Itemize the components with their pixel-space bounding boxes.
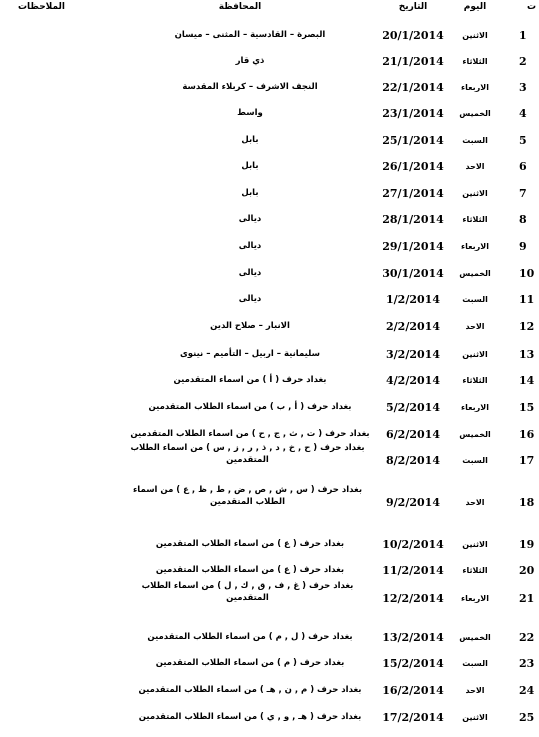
table-row xyxy=(0,535,539,555)
table-row xyxy=(0,131,539,151)
row-governorate: بغداد حرف ( ل , م ) من اسماء الطلاب المتقدمين xyxy=(147,632,353,642)
row-day: الاحد xyxy=(465,162,485,171)
table-row xyxy=(0,264,539,284)
row-governorate: النجف الاشرف – كربلاء المقدسة xyxy=(182,82,318,92)
row-date: 22/1/2014 xyxy=(382,81,444,94)
row-day: الاثنين xyxy=(462,540,488,549)
table-row xyxy=(0,681,539,701)
row-date: 27/1/2014 xyxy=(382,187,444,200)
row-day: السبت xyxy=(462,136,488,145)
table-row xyxy=(0,371,539,391)
table-row xyxy=(0,157,539,177)
row-date: 1/2/2014 xyxy=(386,293,440,306)
row-date: 26/1/2014 xyxy=(382,160,444,173)
table-row xyxy=(0,290,539,310)
row-date: 8/2/2014 xyxy=(386,454,440,467)
row-day: الثلاثاء xyxy=(462,57,488,66)
table-row xyxy=(0,398,539,418)
row-number: 19 xyxy=(519,538,535,551)
row-governorate: ديالى xyxy=(238,294,262,304)
row-governorate: سليمانية – اربيل – التأميم – نينوى xyxy=(180,349,320,359)
row-number: 11 xyxy=(519,293,535,306)
table-row xyxy=(0,104,539,124)
row-number: 3 xyxy=(519,81,527,94)
row-number: 12 xyxy=(519,320,535,333)
row-number: 14 xyxy=(519,374,535,387)
table-row xyxy=(0,581,539,609)
row-day: السبت xyxy=(462,456,488,465)
row-day: الثلاثاء xyxy=(462,215,488,224)
row-date: 15/2/2014 xyxy=(382,657,444,670)
row-day: الاربعاء xyxy=(461,242,489,251)
header-day: اليوم xyxy=(463,2,487,12)
row-number: 7 xyxy=(519,187,527,200)
row-governorate: بغداد حرف ( ع ) من اسماء الطلاب المتقدمين xyxy=(155,565,345,575)
row-number: 23 xyxy=(519,657,535,670)
row-day: الاربعاء xyxy=(461,83,489,92)
table-row xyxy=(0,317,539,337)
table-row xyxy=(0,561,539,581)
row-date: 13/2/2014 xyxy=(382,631,444,644)
row-governorate: بغداد حرف ( م ) من اسماء الطلاب المتقدمين xyxy=(155,658,345,668)
row-date: 3/2/2014 xyxy=(386,348,440,361)
row-number: 17 xyxy=(519,454,535,467)
row-governorate: بابل xyxy=(241,135,259,145)
row-governorate: بغداد حرف ( هـ , و , ي ) من اسماء الطلاب المتقدمين xyxy=(138,712,362,722)
row-number: 22 xyxy=(519,631,535,644)
row-day: الاثنين xyxy=(462,350,488,359)
row-governorate: الانبار – صلاح الدين xyxy=(210,321,290,331)
row-date: 16/2/2014 xyxy=(382,684,444,697)
row-number: 4 xyxy=(519,107,527,120)
row-date: 20/1/2014 xyxy=(382,29,444,42)
row-governorate: بغداد حرف ( أ ) من اسماء المتقدمين xyxy=(173,375,327,385)
row-date: 25/1/2014 xyxy=(382,134,444,147)
row-date: 2/2/2014 xyxy=(386,320,440,333)
row-number: 18 xyxy=(519,496,535,509)
header-number: ت xyxy=(527,2,537,12)
row-day: الخميس xyxy=(459,633,491,642)
row-day: الخميس xyxy=(459,269,491,278)
table-row xyxy=(0,485,539,513)
table-row xyxy=(0,237,539,257)
row-day: الخميس xyxy=(459,430,491,439)
row-number: 6 xyxy=(519,160,527,173)
row-date: 28/1/2014 xyxy=(382,213,444,226)
row-date: 10/2/2014 xyxy=(382,538,444,551)
row-number: 9 xyxy=(519,240,527,253)
table-row xyxy=(0,443,539,471)
row-number: 8 xyxy=(519,213,527,226)
row-day: الاحد xyxy=(465,498,485,507)
table-row xyxy=(0,628,539,648)
row-number: 5 xyxy=(519,134,527,147)
row-number: 2 xyxy=(519,55,527,68)
row-governorate: بابل xyxy=(241,161,259,171)
row-number: 24 xyxy=(519,684,535,697)
row-number: 15 xyxy=(519,401,535,414)
table-row xyxy=(0,654,539,674)
row-date: 6/2/2014 xyxy=(386,428,440,441)
row-governorate: بغداد حرف ( ع ) من اسماء الطلاب المتقدمين xyxy=(155,539,345,549)
row-day: السبت xyxy=(462,295,488,304)
row-governorate: بغداد حرف ( س , ش , ص , ض , ط , ظ , ع ) من اسماء الطلاب المتقدمين xyxy=(132,485,363,507)
row-day: الاثنين xyxy=(462,713,488,722)
row-governorate: بغداد حرف ( غ , ف , ق , ك , ل ) من اسماء الطلاب المتقدمين xyxy=(141,581,354,603)
header-date: التاريخ xyxy=(398,2,428,12)
row-governorate: ديالى xyxy=(238,268,262,278)
header-notes: الملاحظات xyxy=(18,2,66,12)
row-number: 13 xyxy=(519,348,535,361)
row-governorate: بغداد حرف ( ت , ث , ج , ح ) من اسماء الطلاب المتقدمين xyxy=(130,429,370,439)
row-date: 5/2/2014 xyxy=(386,401,440,414)
table-row xyxy=(0,78,539,98)
row-governorate: بغداد حرف ( م , ن , هـ ) من اسماء الطلاب المتقدمين xyxy=(138,685,362,695)
row-number: 16 xyxy=(519,428,535,441)
row-number: 25 xyxy=(519,711,535,724)
row-number: 1 xyxy=(519,29,527,42)
row-governorate: بغداد حرف ( ح , خ , د , ذ , ر , ز , س ) من اسماء الطلاب المتقدمين xyxy=(130,443,365,465)
row-day: الثلاثاء xyxy=(462,566,488,575)
row-number: 10 xyxy=(519,267,535,280)
row-governorate: ديالى xyxy=(238,214,262,224)
row-day: الاثنين xyxy=(462,31,488,40)
row-day: الاربعاء xyxy=(461,403,489,412)
row-day: الثلاثاء xyxy=(462,376,488,385)
table-row xyxy=(0,345,539,365)
row-governorate: البصرة – القادسية – المثنى – ميسان xyxy=(174,30,326,40)
row-governorate: ذي قار xyxy=(235,56,265,66)
row-day: الاحد xyxy=(465,322,485,331)
row-governorate: ديالى xyxy=(238,241,262,251)
row-date: 21/1/2014 xyxy=(382,55,444,68)
row-date: 4/2/2014 xyxy=(386,374,440,387)
table-row xyxy=(0,184,539,204)
row-date: 11/2/2014 xyxy=(382,564,444,577)
row-date: 17/2/2014 xyxy=(382,711,444,724)
table-row xyxy=(0,708,539,728)
row-date: 23/1/2014 xyxy=(382,107,444,120)
row-date: 12/2/2014 xyxy=(382,592,444,605)
row-governorate: واسط xyxy=(237,108,263,118)
row-day: الاثنين xyxy=(462,189,488,198)
row-day: السبت xyxy=(462,659,488,668)
header-governorate: المحافظة xyxy=(218,2,262,12)
row-number: 20 xyxy=(519,564,535,577)
row-governorate: بابل xyxy=(241,188,259,198)
table-row xyxy=(0,26,539,46)
row-date: 9/2/2014 xyxy=(386,496,440,509)
row-day: الاحد xyxy=(465,686,485,695)
row-day: الاربعاء xyxy=(461,594,489,603)
table-row xyxy=(0,52,539,72)
row-date: 30/1/2014 xyxy=(382,267,444,280)
table-row xyxy=(0,210,539,230)
row-date: 29/1/2014 xyxy=(382,240,444,253)
row-day: الخميس xyxy=(459,109,491,118)
row-number: 21 xyxy=(519,592,535,605)
row-governorate: بغداد حرف ( أ , ب ) من اسماء الطلاب المتقدمين xyxy=(148,402,352,412)
